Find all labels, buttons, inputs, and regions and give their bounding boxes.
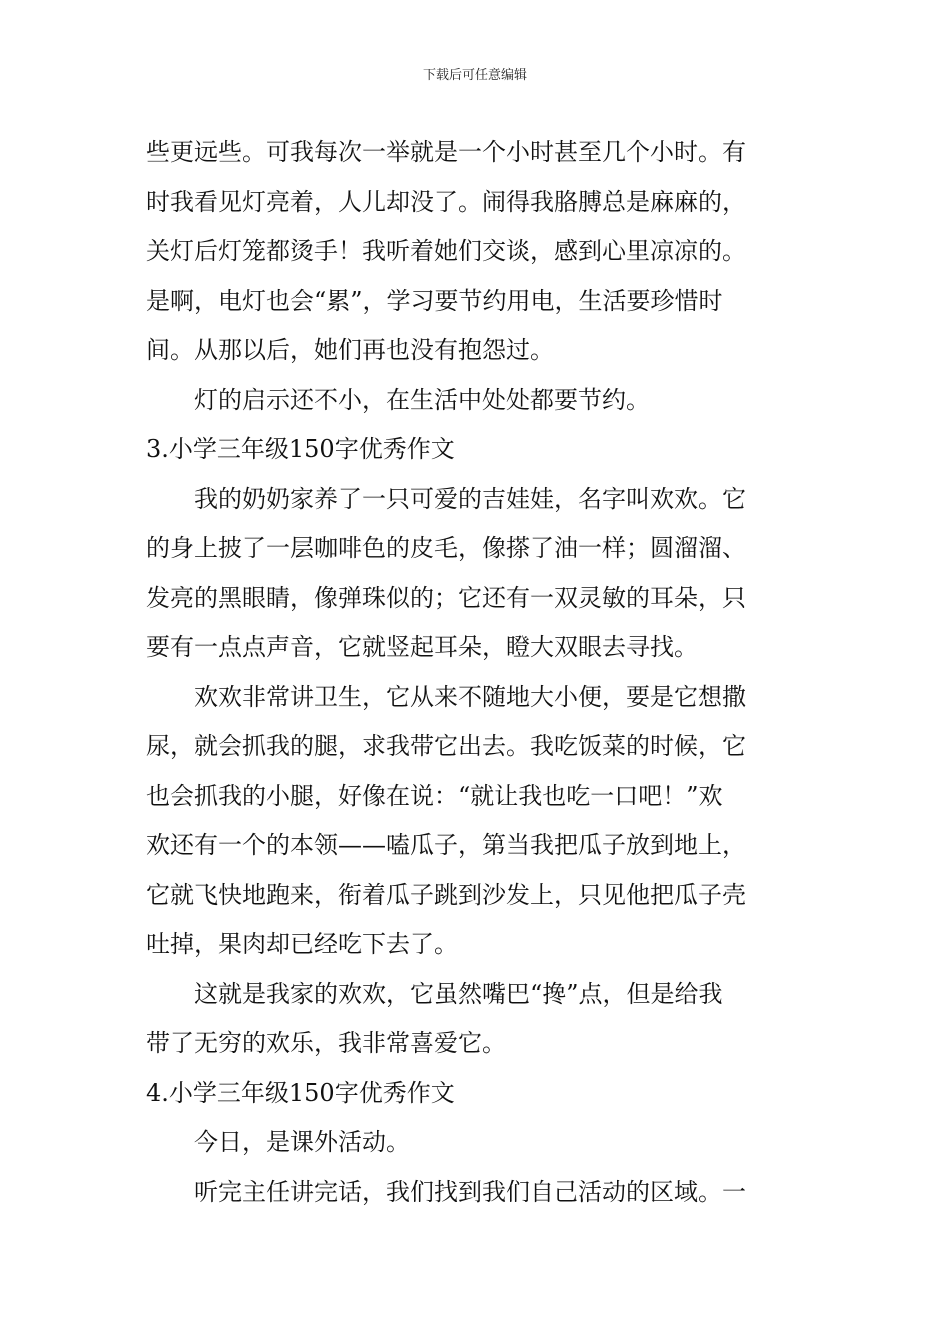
text-line: 听完主任讲完话，我们找到我们自己活动的区域。一 — [194, 1177, 746, 1206]
section-heading: 3.小学三年级150字优秀作文 — [146, 435, 455, 463]
text-line: 这就是我家的欢欢，它虽然嘴巴“搀”点，但是给我 — [194, 979, 723, 1008]
text-line: 它就飞快地跑来，衔着瓜子跳到沙发上，只见他把瓜子壳 — [146, 880, 746, 909]
text-line: 带了无穷的欢乐，我非常喜爱它。 — [146, 1029, 506, 1057]
page-header: 下载后可任意编辑 — [422, 68, 527, 83]
section-heading: 4.小学三年级150字优秀作文 — [146, 1078, 455, 1107]
document-body — [146, 128, 806, 1217]
text-line: 的身上披了一层咖啡色的皮毛，像搽了油一样；圆溜溜、 — [146, 534, 746, 562]
text-line: 是啊，电灯也会“累”，学习要节约用电，生活要珍惜时 — [146, 286, 723, 315]
text-line: 我的奶奶家养了一只可爱的吉娃娃，名字叫欢欢。它 — [194, 484, 746, 513]
text-line: 灯的启示还不小，在生活中处处都要节约。 — [194, 385, 650, 414]
text-line: 欢欢非常讲卫生，它从来不随地大小便，要是它想撒 — [194, 682, 746, 711]
text-line: 吐掉，果肉却已经吃下去了。 — [146, 930, 458, 958]
text-line: 发亮的黑眼睛，像弹珠似的；它还有一双灵敏的耳朵，只 — [146, 583, 746, 612]
text-line: 要有一点点声音，它就竖起耳朵，瞪大双眼去寻找。 — [146, 633, 698, 661]
text-line: 也会抓我的小腿，好像在说：“就让我也吃一口吧！”欢 — [146, 781, 723, 810]
text-line: 欢还有一个的本领——嗑瓜子，第当我把瓜子放到地上， — [146, 831, 746, 859]
text-line: 时我看见灯亮着，人儿却没了。闹得我胳膊总是麻麻的， — [146, 187, 746, 216]
text-line: 尿，就会抓我的腿，求我带它出去。我吃饭菜的时候，它 — [146, 732, 746, 760]
text-line: 间。从那以后，她们再也没有抱怨过。 — [146, 336, 554, 364]
text-line: 些更远些。可我每次一举就是一个小时甚至几个小时。有 — [146, 138, 746, 166]
text-line: 关灯后灯笼都烫手！我听着她们交谈，感到心里凉凉的。 — [146, 237, 746, 265]
text-line: 今日，是课外活动。 — [194, 1128, 410, 1156]
